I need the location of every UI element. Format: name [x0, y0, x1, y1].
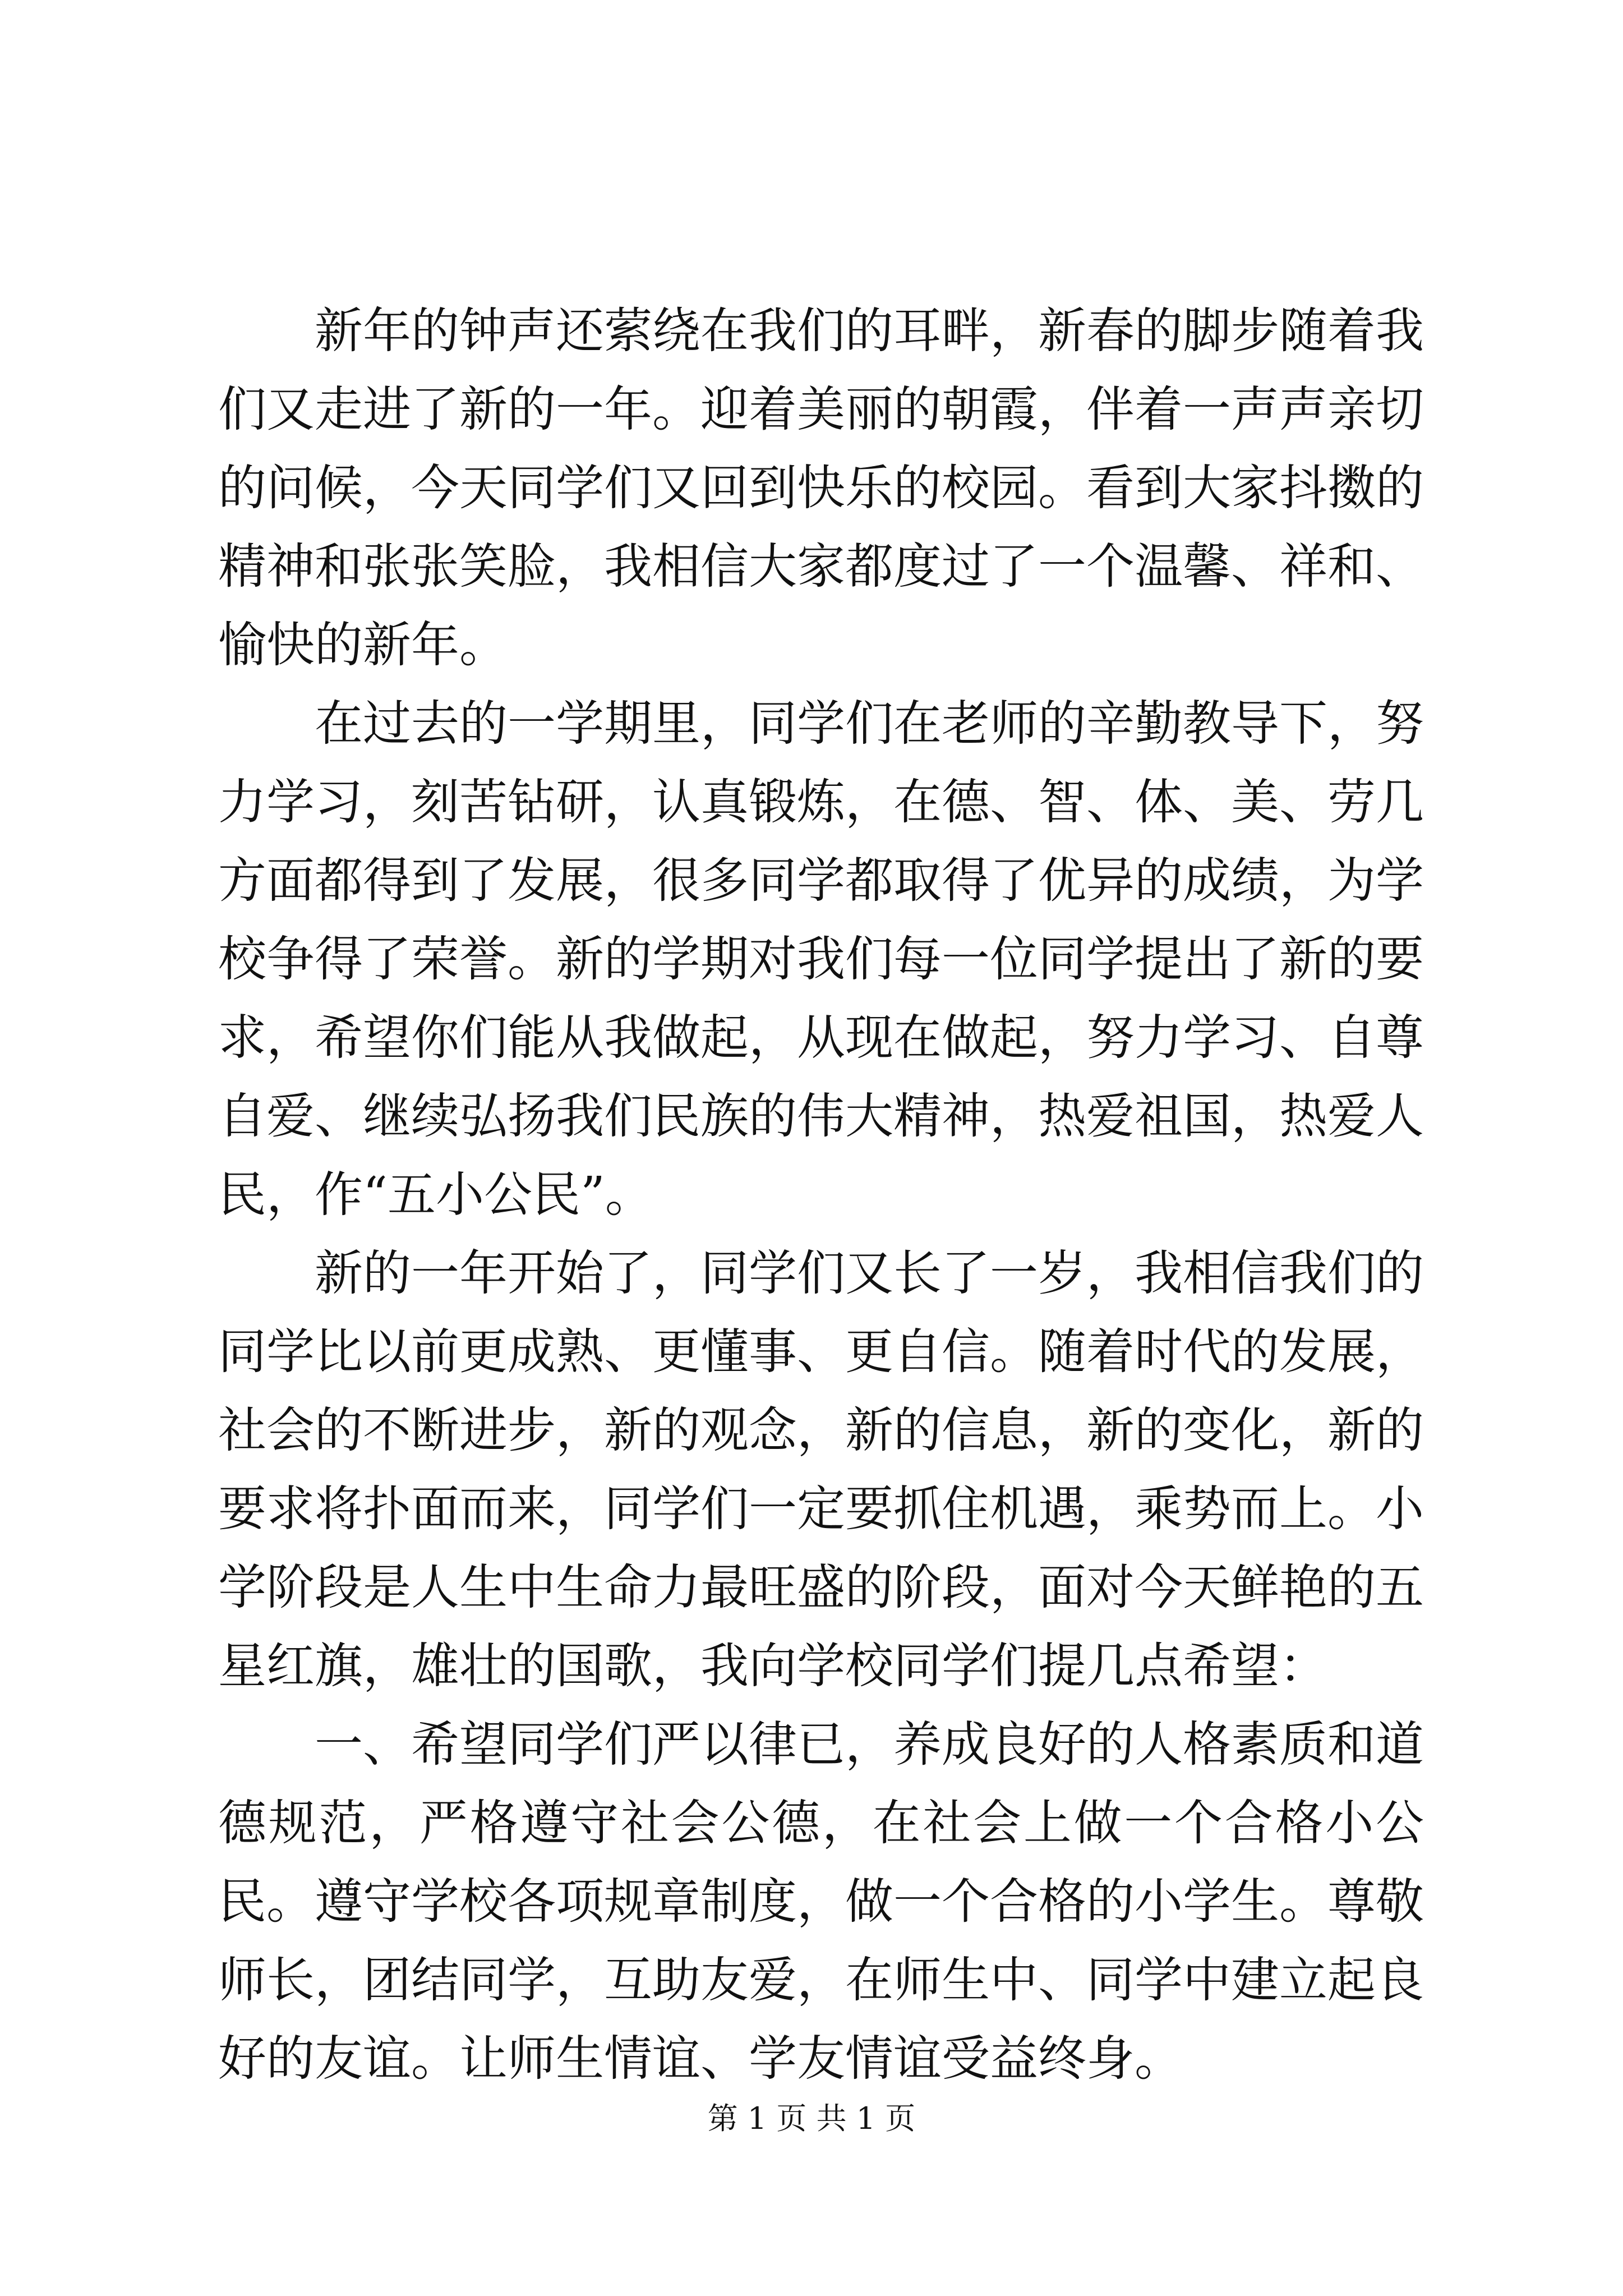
document-body — [218, 292, 1424, 2098]
paragraph-1: 新年的钟声还萦绕在我们的耳畔，新春的脚步随着我们又走进了新的一年。迎着美丽的朝霞，伴着一声声亲切的问候，今天同学们又回到快乐的校园。看到大家抖擞的精神和张张笑脸，我相信大家都度过了一个温馨、祥和、愉快的新年。 — [218, 303, 1424, 673]
page-number-footer: 第 1 页 共 1 页 — [707, 2101, 916, 2136]
paragraph-3: 新的一年开始了，同学们又长了一岁，我相信我们的同学比以前更成熟、更懂事、更自信。随着时代的发展，社会的不断进步，新的观念，新的信息，新的变化，新的要求将扑面而来，同学们一定要抓住机遇，乘势而上。小学阶段是人生中生命力最旺盛的阶段，面对今天鲜艳的五星红旗，雄壮的国歌，我向学校同学们提几点希望： — [218, 1245, 1424, 1694]
paragraph-2: 在过去的一学期里，同学们在老师的辛勤教导下，努力学习，刻苦钻研，认真锻炼，在德、智、体、美、劳几方面都得到了发展，很多同学都取得了优异的成绩，为学校争得了荣誉。新的学期对我们每一位同学提出了新的要求，希望你们能从我做起，从现在做起，努力学习、自尊自爱、继续弘扬我们民族的伟大精神，热爱祖国，热爱人民，作“五小公民”。 — [218, 696, 1424, 1223]
paragraph-4: 一、希望同学们严以律已，养成良好的人格素质和道德规范，严格遵守社会公德，在社会上做一个合格小公民。遵守学校各项规章制度，做一个合格的小学生。尊敬师长，团结同学，互助友爱，在师生中、同学中建立起良好的友谊。让师生情谊、学友情谊受益终身。 — [218, 1717, 1424, 2087]
